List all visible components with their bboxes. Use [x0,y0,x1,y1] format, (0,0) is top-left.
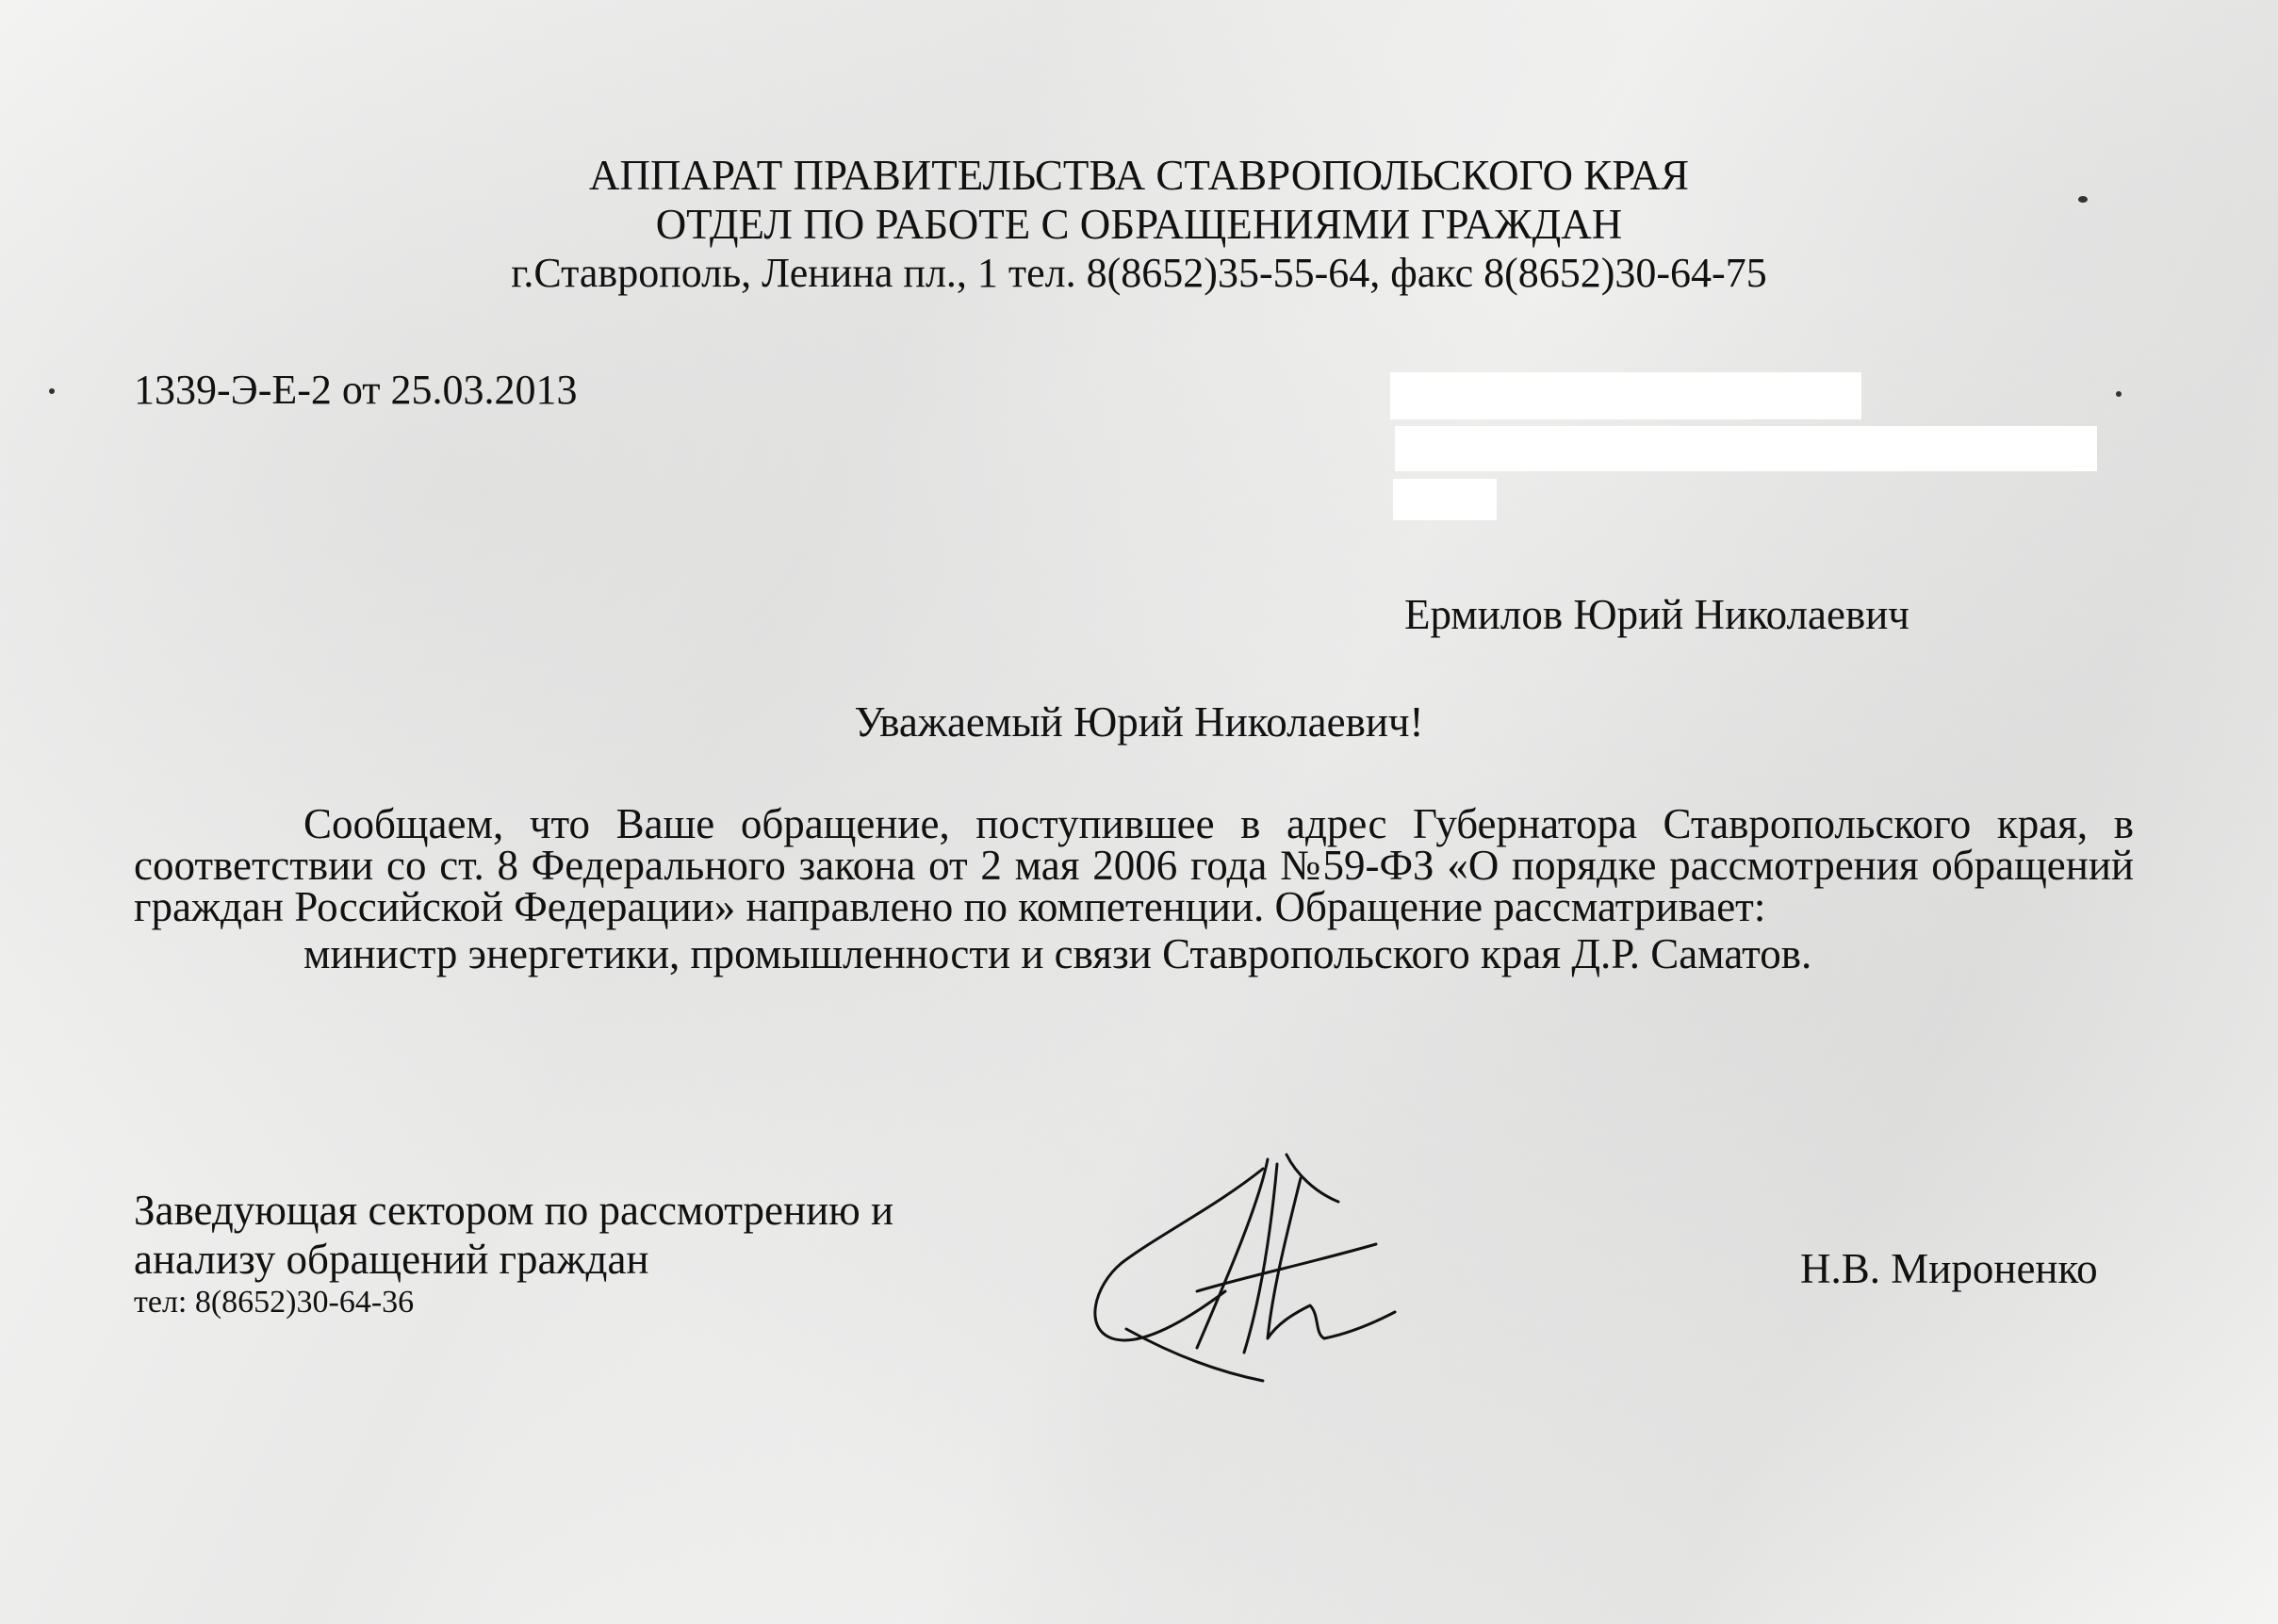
scan-speck [2078,196,2088,203]
signer-name: Н.В. Мироненко [1800,1245,2098,1292]
redacted-address-line [1390,372,1861,419]
addressee-name: Ермилов Юрий Николаевич [1404,591,1909,638]
salutation: Уважаемый Юрий Николаевич! [854,698,1424,746]
letter-body [134,800,2134,977]
signer-title-line: Заведующая сектором по рассмотрению и [134,1187,894,1234]
reviewer-line: министр энергетики, промышленности и связи Ставропольского края Д.Р. Саматов. [303,930,1812,977]
redacted-address-line [1395,426,2097,471]
signer-phone: тел: 8(8652)30-64-36 [134,1285,415,1320]
handwritten-signature [1084,1150,1423,1395]
signer-position [134,1186,893,1321]
body-paragraph: Сообщаем, что Ваше обращение, поступившее в адрес Губернатора Ставропольского края, в соответствии со ст. 8 Федерального закона от 2 мая 2006 года №59-ФЗ «О порядке рассмотрения обращений граждан Российской Федерации» направлено по компетенции. Обращение рассматривает: [134,800,2134,930]
letterhead-organization: АППАРАТ ПРАВИТЕЛЬСТВА СТАВРОПОЛЬСКОГО КРАЯ [588,152,1690,199]
document-reference: 1339-Э-Е-2 от 25.03.2013 [134,367,578,413]
signer-title-line: анализу обращений граждан [134,1236,649,1283]
letterhead-department: ОТДЕЛ ПО РАБОТЕ С ОБРАЩЕНИЯМИ ГРАЖДАН [655,201,1623,248]
scan-speck [49,388,55,394]
scan-speck [2116,391,2122,397]
letterhead [0,151,2278,298]
letterhead-address: г.Ставрополь, Ленина пл., 1 тел. 8(8652)35-55-64, факс 8(8652)30-64-75 [511,250,1767,296]
redacted-address-line [1393,479,1497,520]
